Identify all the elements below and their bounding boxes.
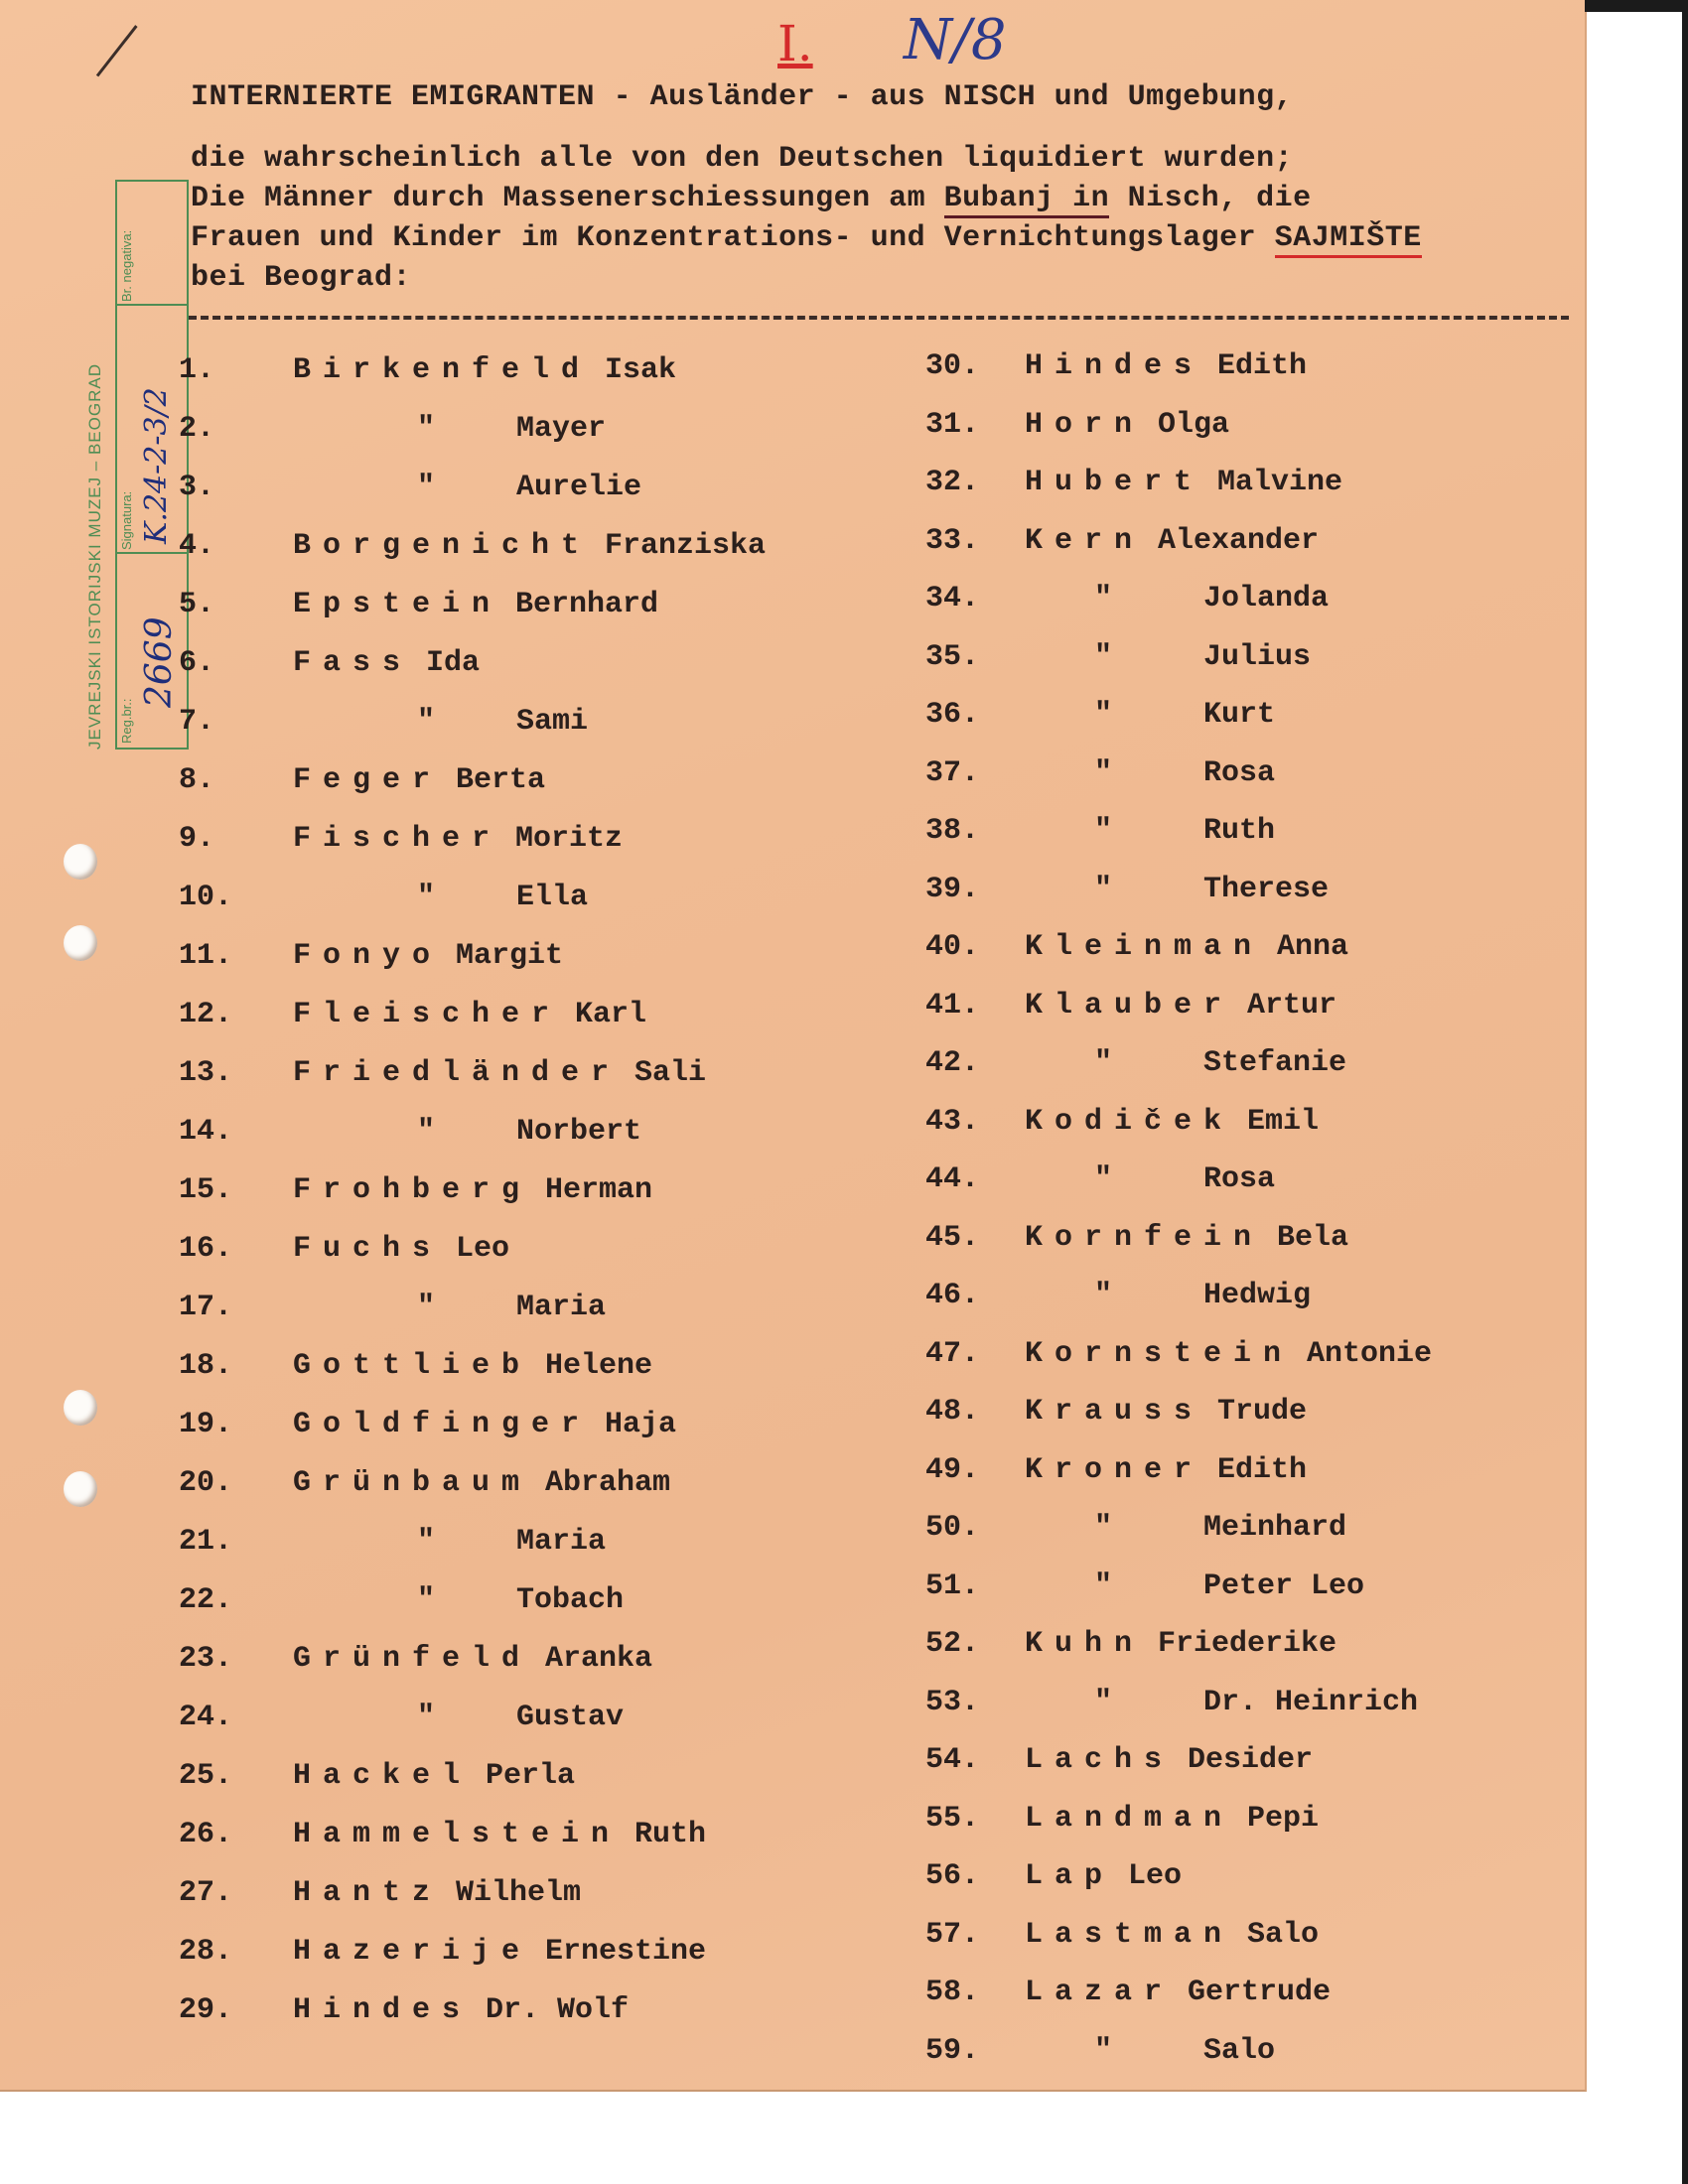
name-entry bbox=[179, 1989, 933, 2031]
entry-surname: Gottlieb bbox=[293, 1349, 532, 1383]
stamp-sig-cell bbox=[117, 304, 187, 554]
handwritten-code-mark: N/8 bbox=[904, 8, 1007, 72]
name-entry bbox=[925, 636, 1551, 678]
entry-surname: Horn bbox=[1025, 407, 1145, 442]
stamp-sig-label: Signatura: bbox=[119, 490, 134, 550]
entry-given-name: Maria bbox=[516, 1291, 607, 1324]
entry-number: 4. bbox=[179, 529, 215, 563]
name-entry bbox=[925, 1391, 1551, 1433]
entry-surname: Lazar bbox=[1025, 1976, 1175, 2009]
entry-given-name: Trude bbox=[1217, 1395, 1308, 1429]
name-entry bbox=[179, 467, 933, 508]
entry-given-name: Therese bbox=[1203, 872, 1330, 906]
name-entry bbox=[925, 1275, 1551, 1316]
name-entry bbox=[179, 994, 933, 1035]
entry-surname: " bbox=[417, 412, 448, 446]
name-entry bbox=[925, 1682, 1551, 1723]
entry-number: 35. bbox=[925, 639, 980, 674]
entry-number: 14. bbox=[179, 1115, 233, 1149]
entry-given-name: Meinhard bbox=[1203, 1511, 1347, 1545]
entry-given-name: Ernestine bbox=[545, 1935, 707, 1969]
stamp-neg-cell bbox=[117, 184, 187, 306]
entry-number: 25. bbox=[179, 1759, 233, 1793]
entry-surname: Fuchs bbox=[293, 1232, 443, 1266]
entry-number: 55. bbox=[925, 1801, 980, 1836]
name-entry bbox=[179, 1872, 933, 1914]
name-entry bbox=[179, 1228, 933, 1270]
entry-given-name: Pepi bbox=[1247, 1801, 1320, 1836]
name-entry bbox=[925, 1333, 1551, 1375]
entry-surname: Hammelstein bbox=[293, 1818, 622, 1851]
entry-surname: " bbox=[1094, 1511, 1125, 1545]
entry-surname: Kornstein bbox=[1025, 1336, 1294, 1371]
stamp-neg-label: Br. negativa: bbox=[119, 229, 134, 302]
entry-number: 40. bbox=[925, 930, 980, 964]
name-entry bbox=[179, 1755, 933, 1797]
punch-hole bbox=[64, 1471, 97, 1507]
entry-number: 16. bbox=[179, 1232, 233, 1266]
stamp-sig-value: K.24-2-3/2 bbox=[139, 387, 174, 544]
scan-edge-top bbox=[1585, 0, 1688, 12]
name-entry bbox=[925, 1855, 1551, 1897]
entry-number: 9. bbox=[179, 822, 215, 856]
name-entry bbox=[925, 1739, 1551, 1781]
entry-surname: " bbox=[417, 1583, 448, 1617]
entry-surname: " bbox=[1094, 872, 1125, 906]
entry-surname: Kodiček bbox=[1025, 1104, 1234, 1139]
punch-hole bbox=[64, 925, 97, 961]
entry-given-name: Norbert bbox=[516, 1115, 642, 1149]
entry-number: 15. bbox=[179, 1173, 233, 1207]
name-entry bbox=[179, 1404, 933, 1445]
entry-number: 52. bbox=[925, 1627, 980, 1661]
punch-hole bbox=[64, 1390, 97, 1426]
name-entry bbox=[925, 2030, 1551, 2072]
entry-surname: Fleischer bbox=[293, 998, 562, 1031]
name-entry bbox=[925, 1566, 1551, 1607]
name-entry bbox=[179, 642, 933, 684]
entry-number: 19. bbox=[179, 1408, 233, 1441]
heading-bubanj-underlined: Bubanj in bbox=[944, 182, 1110, 218]
entry-number: 57. bbox=[925, 1917, 980, 1952]
name-entry bbox=[179, 1462, 933, 1504]
name-entry bbox=[179, 525, 933, 567]
entry-number: 45. bbox=[925, 1220, 980, 1255]
name-entry bbox=[179, 1052, 933, 1094]
entry-number: 21. bbox=[179, 1525, 233, 1559]
entry-surname: " bbox=[1094, 698, 1125, 732]
entry-given-name: Rosa bbox=[1203, 1162, 1276, 1196]
entry-surname: " bbox=[1094, 639, 1125, 674]
entry-surname: Lastman bbox=[1025, 1917, 1234, 1952]
name-entry bbox=[925, 694, 1551, 736]
stamp-institution: JEVREJSKI ISTORIJSKI MUZEJ – BEOGRAD bbox=[85, 363, 104, 750]
entry-given-name: Tobach bbox=[516, 1583, 625, 1617]
entry-given-name: Perla bbox=[486, 1759, 576, 1793]
entry-surname: Landman bbox=[1025, 1801, 1234, 1836]
entry-given-name: Olga bbox=[1158, 407, 1230, 442]
name-entry bbox=[925, 1449, 1551, 1491]
entry-number: 38. bbox=[925, 814, 980, 848]
entry-surname: " bbox=[417, 1525, 448, 1559]
entry-given-name: Leo bbox=[456, 1232, 510, 1266]
entry-given-name: Desider bbox=[1188, 1743, 1314, 1777]
name-entry bbox=[179, 1111, 933, 1153]
entry-given-name: Leo bbox=[1128, 1859, 1183, 1893]
entry-given-name: Emil bbox=[1247, 1104, 1320, 1139]
entry-number: 6. bbox=[179, 646, 215, 680]
entry-number: 23. bbox=[179, 1642, 233, 1676]
entry-given-name: Salo bbox=[1247, 1917, 1320, 1952]
name-entry bbox=[925, 1798, 1551, 1840]
name-entry bbox=[925, 1972, 1551, 2013]
name-entry bbox=[925, 1042, 1551, 1084]
name-entry bbox=[179, 935, 933, 977]
entry-number: 46. bbox=[925, 1279, 980, 1312]
stamp-reg-label: Reg.br.: bbox=[119, 698, 134, 744]
entry-given-name: Herman bbox=[545, 1173, 653, 1207]
entry-given-name: Karl bbox=[575, 998, 647, 1031]
name-entry bbox=[925, 1507, 1551, 1549]
entry-number: 7. bbox=[179, 705, 215, 739]
entry-number: 50. bbox=[925, 1511, 980, 1545]
entry-surname: Feger bbox=[293, 763, 443, 797]
entry-number: 29. bbox=[179, 1993, 233, 2027]
entry-given-name: Aurelie bbox=[516, 471, 642, 504]
entry-given-name: Ida bbox=[426, 646, 481, 680]
entry-surname: Kornfein bbox=[1025, 1220, 1264, 1255]
entry-given-name: Gertrude bbox=[1188, 1976, 1332, 2009]
entry-surname: " bbox=[1094, 582, 1125, 615]
name-entry bbox=[179, 1814, 933, 1855]
entry-given-name: Antonie bbox=[1307, 1336, 1433, 1371]
entry-given-name: Abraham bbox=[545, 1466, 671, 1500]
entry-given-name: Kurt bbox=[1203, 698, 1276, 732]
name-entry bbox=[925, 1101, 1551, 1143]
entry-number: 43. bbox=[925, 1104, 980, 1139]
stamp-reg-cell bbox=[117, 552, 187, 748]
heading-sajmiste-underlined: SAJMIŠTE bbox=[1275, 221, 1422, 258]
entry-number: 48. bbox=[925, 1395, 980, 1429]
entry-surname: " bbox=[1094, 1046, 1125, 1080]
entry-surname: Goldfinger bbox=[293, 1408, 592, 1441]
entry-surname: " bbox=[417, 705, 448, 739]
entry-given-name: Ruth bbox=[634, 1818, 707, 1851]
entry-number: 56. bbox=[925, 1859, 980, 1893]
entry-given-name: Moritz bbox=[515, 822, 624, 856]
name-entry bbox=[925, 1159, 1551, 1200]
entry-given-name: Malvine bbox=[1217, 466, 1343, 499]
entry-given-name: Berta bbox=[456, 763, 546, 797]
name-entry bbox=[179, 877, 933, 918]
entry-given-name: Aranka bbox=[545, 1642, 653, 1676]
name-entry bbox=[179, 1579, 933, 1621]
name-entry bbox=[925, 869, 1551, 910]
entry-given-name: Gustav bbox=[516, 1701, 625, 1734]
entry-surname: " bbox=[417, 471, 448, 504]
entry-number: 17. bbox=[179, 1291, 233, 1324]
document-heading bbox=[191, 77, 1561, 298]
entry-number: 36. bbox=[925, 698, 980, 732]
dashed-rule bbox=[189, 316, 1569, 320]
entry-surname: Hubert bbox=[1025, 466, 1204, 499]
entry-surname: Hackel bbox=[293, 1759, 473, 1793]
entry-number: 58. bbox=[925, 1976, 980, 2009]
heading-line-3-pre: Die Männer durch Massenerschiessungen am bbox=[191, 182, 944, 215]
entry-surname: Hindes bbox=[1025, 349, 1204, 383]
entry-given-name: Salo bbox=[1203, 2033, 1276, 2068]
entry-given-name: Julius bbox=[1203, 639, 1312, 674]
name-entry bbox=[179, 1345, 933, 1387]
entry-surname: Frohberg bbox=[293, 1173, 532, 1207]
entry-number: 37. bbox=[925, 755, 980, 790]
entry-surname: " bbox=[1094, 1569, 1125, 1603]
entry-surname: Fischer bbox=[293, 822, 502, 856]
heading-line-4 bbox=[191, 218, 1561, 258]
entry-surname: Fass bbox=[293, 646, 413, 680]
name-entry bbox=[179, 1638, 933, 1680]
entry-number: 51. bbox=[925, 1569, 980, 1603]
name-entry bbox=[179, 1931, 933, 1973]
entry-number: 2. bbox=[179, 412, 215, 446]
entry-number: 39. bbox=[925, 872, 980, 906]
entry-surname: Friedländer bbox=[293, 1056, 622, 1090]
entry-surname: Grünfeld bbox=[293, 1642, 532, 1676]
entry-surname: " bbox=[1094, 1685, 1125, 1719]
entry-number: 54. bbox=[925, 1743, 980, 1777]
entry-given-name: Dr. Heinrich bbox=[1203, 1685, 1419, 1719]
entry-surname: " bbox=[1094, 2033, 1125, 2068]
entry-number: 33. bbox=[925, 523, 980, 558]
entry-given-name: Isak bbox=[605, 353, 677, 387]
entry-number: 3. bbox=[179, 471, 215, 504]
entry-number: 30. bbox=[925, 349, 980, 383]
entry-surname: " bbox=[1094, 1279, 1125, 1312]
entry-surname: Hazerije bbox=[293, 1935, 532, 1969]
heading-line-3 bbox=[191, 179, 1561, 218]
entry-number: 31. bbox=[925, 407, 980, 442]
entry-number: 5. bbox=[179, 588, 215, 621]
entry-number: 41. bbox=[925, 988, 980, 1023]
entry-given-name: Wilhelm bbox=[456, 1876, 582, 1910]
entry-number: 47. bbox=[925, 1336, 980, 1371]
entry-given-name: Ruth bbox=[1203, 814, 1276, 848]
entry-given-name: Helene bbox=[545, 1349, 653, 1383]
entry-surname: Hantz bbox=[293, 1876, 443, 1910]
stamp-box bbox=[115, 180, 189, 750]
entry-given-name: Stefanie bbox=[1203, 1046, 1347, 1080]
entry-surname: Lachs bbox=[1025, 1743, 1175, 1777]
entry-number: 32. bbox=[925, 466, 980, 499]
heading-line-5: bei Beograd: bbox=[191, 261, 412, 295]
entry-given-name: Edith bbox=[1217, 1452, 1308, 1487]
name-entry bbox=[179, 408, 933, 450]
name-entry bbox=[179, 584, 933, 625]
name-entry bbox=[925, 985, 1551, 1026]
entry-given-name: Franziska bbox=[605, 529, 767, 563]
entry-number: 22. bbox=[179, 1583, 233, 1617]
entry-number: 34. bbox=[925, 582, 980, 615]
entry-surname: Kern bbox=[1025, 523, 1145, 558]
name-entry bbox=[179, 818, 933, 860]
entry-number: 20. bbox=[179, 1466, 233, 1500]
entry-given-name: Artur bbox=[1247, 988, 1337, 1023]
entry-given-name: Dr. Wolf bbox=[486, 1993, 630, 2027]
entry-surname: " bbox=[1094, 814, 1125, 848]
entry-surname: " bbox=[417, 1701, 448, 1734]
punch-hole bbox=[64, 844, 97, 880]
name-entry bbox=[925, 404, 1551, 446]
name-entry bbox=[925, 520, 1551, 562]
entry-surname: " bbox=[417, 1115, 448, 1149]
entry-given-name: Maria bbox=[516, 1525, 607, 1559]
entry-given-name: Haja bbox=[605, 1408, 677, 1441]
entry-number: 13. bbox=[179, 1056, 233, 1090]
entry-surname: " bbox=[1094, 755, 1125, 790]
entry-number: 26. bbox=[179, 1818, 233, 1851]
entry-number: 49. bbox=[925, 1452, 980, 1487]
entry-number: 18. bbox=[179, 1349, 233, 1383]
entry-given-name: Bernhard bbox=[515, 588, 659, 621]
entry-given-name: Sami bbox=[516, 705, 589, 739]
entry-given-name: Hedwig bbox=[1203, 1279, 1312, 1312]
entry-given-name: Anna bbox=[1277, 930, 1349, 964]
entry-surname: Borgenicht bbox=[293, 529, 592, 563]
name-entry bbox=[179, 1169, 933, 1211]
entry-surname: Epstein bbox=[293, 588, 502, 621]
name-entry bbox=[179, 1697, 933, 1738]
heading-line-4-pre: Frauen und Kinder im Konzentrations- und Vernichtungslager bbox=[191, 221, 1275, 255]
entry-number: 27. bbox=[179, 1876, 233, 1910]
entry-surname: Klauber bbox=[1025, 988, 1234, 1023]
entry-given-name: Bela bbox=[1277, 1220, 1349, 1255]
entry-surname: Kuhn bbox=[1025, 1627, 1145, 1661]
name-entry bbox=[925, 810, 1551, 852]
name-entry bbox=[925, 926, 1551, 968]
heading-line-1: INTERNIERTE EMIGRANTEN - Ausländer - aus NISCH und Umgebung, bbox=[191, 80, 1294, 114]
name-entry bbox=[925, 1623, 1551, 1665]
entry-surname: Krauss bbox=[1025, 1395, 1204, 1429]
entry-surname: Grünbaum bbox=[293, 1466, 532, 1500]
scan-edge bbox=[1682, 0, 1688, 2184]
entry-surname: Lap bbox=[1025, 1859, 1115, 1893]
name-entry bbox=[925, 462, 1551, 503]
stamp-reg-value: 2669 bbox=[139, 616, 180, 708]
entry-surname: " bbox=[1094, 1162, 1125, 1196]
entry-number: 1. bbox=[179, 353, 215, 387]
entry-number: 44. bbox=[925, 1162, 980, 1196]
entry-given-name: Sali bbox=[634, 1056, 707, 1090]
entry-given-name: Rosa bbox=[1203, 755, 1276, 790]
name-entry bbox=[925, 1217, 1551, 1259]
entry-given-name: Friederike bbox=[1158, 1627, 1337, 1661]
name-entry bbox=[179, 1521, 933, 1563]
entry-given-name: Jolanda bbox=[1203, 582, 1330, 615]
entry-surname: Hindes bbox=[293, 1993, 473, 2027]
entry-number: 24. bbox=[179, 1701, 233, 1734]
roman-numeral-mark: I. bbox=[777, 15, 813, 72]
entry-given-name: Alexander bbox=[1158, 523, 1320, 558]
name-entry bbox=[925, 578, 1551, 619]
heading-line-3-post: Nisch, die bbox=[1109, 182, 1312, 215]
entry-given-name: Peter Leo bbox=[1203, 1569, 1365, 1603]
entry-surname: " bbox=[417, 1291, 448, 1324]
name-entry bbox=[925, 1914, 1551, 1956]
entry-surname: Kleinman bbox=[1025, 930, 1264, 964]
name-entry bbox=[179, 349, 933, 391]
entry-number: 59. bbox=[925, 2033, 980, 2068]
name-entry bbox=[179, 701, 933, 743]
entry-surname: Fonyo bbox=[293, 939, 443, 973]
name-entry bbox=[179, 1287, 933, 1328]
entry-given-name: Mayer bbox=[516, 412, 607, 446]
heading-line-2: die wahrscheinlich alle von den Deutschen liquidiert wurden; bbox=[191, 142, 1294, 176]
entry-surname: " bbox=[417, 881, 448, 914]
entry-number: 8. bbox=[179, 763, 215, 797]
entry-number: 11. bbox=[179, 939, 233, 973]
entry-number: 42. bbox=[925, 1046, 980, 1080]
name-entry bbox=[925, 345, 1551, 387]
name-entry bbox=[925, 752, 1551, 794]
entry-number: 28. bbox=[179, 1935, 233, 1969]
entry-given-name: Edith bbox=[1217, 349, 1308, 383]
entry-given-name: Margit bbox=[456, 939, 564, 973]
entry-number: 53. bbox=[925, 1685, 980, 1719]
entry-number: 12. bbox=[179, 998, 233, 1031]
name-entry bbox=[179, 759, 933, 801]
entry-surname: Birkenfeld bbox=[293, 353, 592, 387]
entry-number: 10. bbox=[179, 881, 233, 914]
entry-surname: Kroner bbox=[1025, 1452, 1204, 1487]
entry-given-name: Ella bbox=[516, 881, 589, 914]
